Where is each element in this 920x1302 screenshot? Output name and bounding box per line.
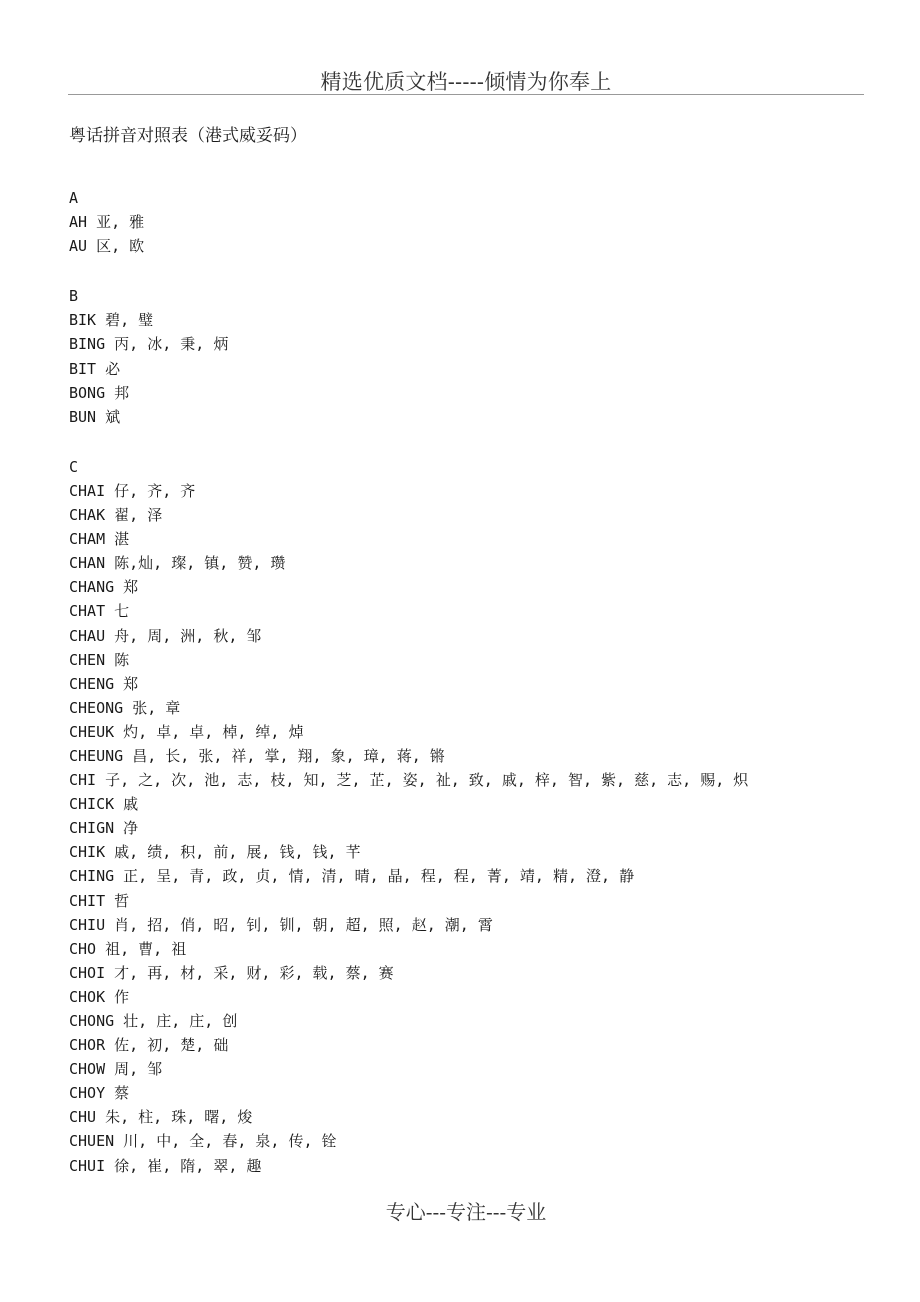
list-item: CHEUNG 昌, 长, 张, 祥, 掌, 翔, 象, 璋, 蒋, 锵 — [69, 746, 445, 765]
list-item: CHAU 舟, 周, 洲, 秋, 邹 — [69, 626, 262, 645]
page-header: 精选优质文档-----倾情为你奉上 — [320, 70, 612, 94]
section-letter: B — [69, 287, 79, 306]
header-divider — [68, 94, 864, 95]
romanization-list — [69, 186, 748, 1178]
list-item: CHAI 仔, 齐, 齐 — [69, 481, 196, 500]
list-item: CHOR 佐, 初, 楚, 础 — [69, 1036, 229, 1055]
list-item: CHU 朱, 柱, 珠, 曙, 焌 — [69, 1108, 253, 1127]
list-item: CHONG 壮, 庄, 庄, 创 — [69, 1012, 238, 1030]
list-item: AU 区, 欧 — [69, 237, 145, 256]
page-footer: 专心---专注---专业 — [385, 1200, 547, 1224]
list-item: CHEONG 张, 章 — [69, 698, 181, 717]
list-item: CHEN 陈 — [69, 650, 130, 669]
list-item: CHIT 哲 — [69, 891, 130, 910]
section-letter: C — [69, 457, 79, 476]
list-item: BONG 邦 — [69, 383, 130, 402]
list-item: CHOY 蔡 — [69, 1084, 130, 1103]
list-item: CHAK 翟, 泽 — [69, 506, 163, 525]
list-item: CHAN 陈,灿, 璨, 镇, 赞, 瓒 — [69, 554, 286, 573]
list-item: CHAT 七 — [69, 602, 130, 621]
list-item: CHEUK 灼, 卓, 卓, 棹, 绰, 焯 — [69, 722, 304, 741]
list-item: CHENG 郑 — [69, 674, 139, 693]
list-item: CHANG 郑 — [69, 578, 139, 597]
list-item: CHUEN 川, 中, 全, 春, 泉, 传, 铨 — [69, 1132, 337, 1151]
list-item: BING 丙, 冰, 秉, 炳 — [69, 335, 229, 354]
section-letter: A — [69, 189, 79, 207]
list-item: AH 亚, 雅 — [69, 213, 145, 232]
list-item: BIK 碧, 璧 — [69, 311, 154, 330]
list-item: CHIGN 净 — [69, 819, 139, 838]
list-item: CHIU 肖, 招, 俏, 昭, 钊, 钏, 朝, 超, 照, 赵, 潮, 霄 — [69, 915, 493, 934]
list-item: BIT 必 — [69, 359, 121, 378]
list-item: CHING 正, 呈, 青, 政, 贞, 情, 清, 晴, 晶, 程, 程, 菁, 靖, 精, 澄, 静 — [69, 867, 635, 886]
list-item: CHIK 戚, 绩, 积, 前, 展, 钱, 钱, 芊 — [69, 843, 361, 862]
list-item: CHICK 戚 — [69, 795, 139, 814]
list-item: CHOW 周, 邹 — [69, 1060, 163, 1079]
section-gap — [69, 429, 748, 455]
list-item: CHAM 湛 — [69, 530, 130, 549]
list-item: BUN 斌 — [69, 407, 121, 426]
list-item: CHO 祖, 曹, 祖 — [69, 939, 187, 958]
section-gap — [69, 258, 748, 284]
list-item: CHOK 作 — [69, 987, 130, 1006]
list-item: CHUI 徐, 崔, 隋, 翠, 趣 — [69, 1156, 262, 1175]
list-item: CHOI 才, 再, 材, 采, 财, 彩, 载, 蔡, 赛 — [69, 963, 394, 982]
list-item: CHI 子, 之, 次, 池, 志, 枝, 知, 芝, 芷, 姿, 祉, 致, 戚, 梓, 智, 紫, 慈, 志, 赐, 炽 — [69, 771, 749, 790]
document-title: 粤话拼音对照表（港式威妥码） — [69, 126, 307, 146]
